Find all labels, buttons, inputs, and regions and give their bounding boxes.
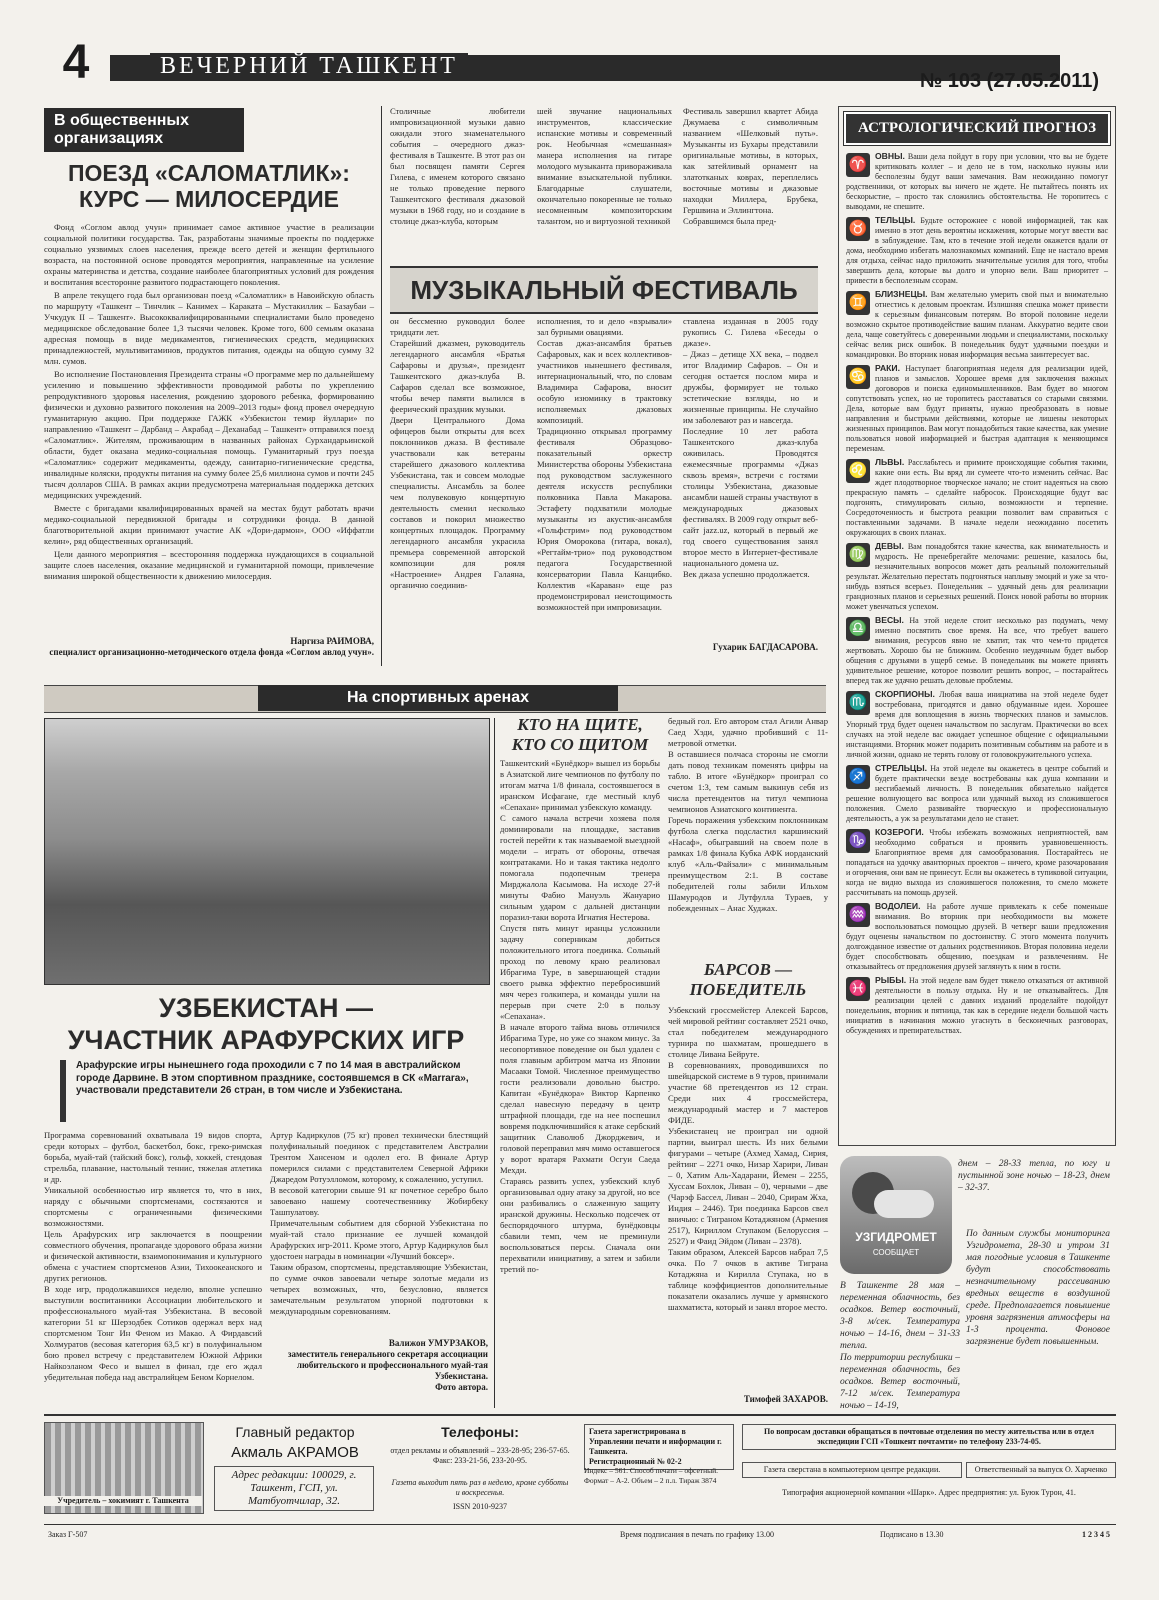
article2-col3: ставлена изданная в 2005 году рукопись С. Гилева «Беседы о джазе». – Джаз – детище XX века, – подвел итог Владимир Сафаров. – Он и сегодня остается послом мира и дружбы, формирует не только эстетические взгляды, но и жизненные принципы. Не случайно им заболевают раз и навсегда. Последние 10 лет работа Ташкентского джаз-клуба оживилась. Проводятся ежемесячные программы «Джаз сквозь время», встречи с гостями столицы Узбекистана, джазовые ансамбли нашей страны участвуют в международных джазовых фестивалях. В 2009 году открыт веб-сайт jazz.uz, который в первый же год своего существования занял второе место в Интернет-фестивале национального домена uz. Век джаза успешно продолжается. [683,316,819,579]
astro-sign [846,975,1108,1036]
article2-headline: МУЗЫКАЛЬНЫЙ ФЕСТИВАЛЬ [390,266,818,314]
paper-name: ВЕЧЕРНИЙ ТАШКЕНТ [150,53,468,80]
page-number: 4 [62,36,90,89]
weather-badge [840,1156,952,1274]
aries-icon: ♈ [846,153,870,177]
editor-label: Главный редактор [235,1424,355,1440]
column-divider [381,106,382,666]
signing-time: Время подписания в печать по графику 13.00 [620,1530,775,1539]
cloud-icon [874,1190,934,1218]
sports-author-position: заместитель генерального секретаря ассоциации любительского и профессионального муай-тая Узбекистана. [287,1349,488,1381]
footer-bottom-rule [44,1524,1116,1525]
astro-sign-text: На работе лучше привлекать к себе поменьше внимания. Во вторник при необходимости вы можете воспользоваться помощью друзей. В четверг ваши предложения будут оценены начальством по достоинству. С этого момента получить долгожданное известие от дальних родственников. Вторая половина недели будет способствовать общению, поездкам и развлечениям. Не отказывайтесь от предложения друзей заглянуть к ним в гости. [846,902,1108,971]
libra-icon: ♎ [846,617,870,641]
article1-headline-line2: КУРС — МИЛОСЕРДИЕ [79,186,339,212]
article1-headline-line1: ПОЕЗД «САЛОМАТЛИК»: [68,160,350,186]
rubric-public-orgs: В общественных организациях [44,108,244,152]
phones: отдел рекламы и объявлений – 233-28-95; 236-57-65. Факс: 233-21-56, 233-20-95. [390,1446,570,1465]
chess-author: Тимофей ЗАХАРОВ. [743,1394,828,1404]
astro-sign-text: Чтобы избежать возможных неприятностей, вам необходимо собраться и проявить уравновешенность. Благоприятное время для самообразования. Постарайтесь не попадаться на удочку авантюрных проектов – ничего, кроме разочарования и огорчения, они вам не принесут. Если вы окажетесь в тупиковой ситуации, когда не видно выхода из сложившегося положения, то смело можете рассчитывать на помощь друзей. [846,828,1108,897]
chess-headline-line1: БАРСОВ — [703,960,793,979]
astro-list [846,148,1108,1140]
astro-sign-text: На этой неделе вам будет тяжело отказаться от активной деятельности в пользу отдыха. Ну и не отказывайтесь. Для реализации целей с давних изданий проделайте подойдут понедельник, вторник и пятница, так как в середине недели большой часть инициатив в начинания можно угаснуть в бесконечных разговорах, обсуждениях и препирательствах. [846,976,1108,1035]
astro-sign-text: Вам желательно умерить свой пыл и внимательно отнестись к деловым проектам. Излишняя спешка может привести к серьезным финансовым потерям. Во второй половине недели возможно скрытое противодействие вашим планам. Аккуратно ведите свои дела, чаще советуйтесь с доверенными людьми и специалистами, поскольку сейчас велик риск ошибок. В понедельник будут удачными поездки и командировки. Во вторник новая информация весьма заинтересует вас. [846,290,1109,359]
astro-sign [846,763,1108,824]
chess-headline [668,960,828,1000]
astro-sign-name: СТРЕЛЬЦЫ. [875,763,927,773]
astro-sign [846,289,1108,360]
sports-headline [44,992,488,1056]
article2-top-col3: Фестиваль завершил квартет Абида Джумаева с символичным названием «Шелковый путь». Музыканты из Бухары представили оригинальные мотивы, в которых, как затейливый орнамент на златотканых коврах, переплелись восточные мотивы и джазовые находки Миллера, Брубека, Гершвина и Эллингтона. Собравшимся была пред- [683,106,818,226]
article2-top-col2: шей звучание национальных инструментов, классические испанские мотивы и современный рок. Необычная «смешанная» манера исполнения на гитаре молодого музыканта привораживала внимание взыскательной публики. Благодарные слушатели, окончательно покоренные не только несомненным композиторским талантом, но и виртуозной техникой [537,106,672,226]
astro-sign-text: Любая ваша инициатива на этой неделе будет востребована, пригодятся и давно обдуманные идеи. Хорошее время для воплощения в жизнь творческих планов и замыслов. Упорный труд будет оценен начальством по заслугам. Практически во всех случаях на этой неделе вас ожидает успешное общение с официальными инстанциями. Вторник может подарить позитивным событиям на работе и в личной жизни, однако не терять голову от головокружительного успеха. [846,690,1109,759]
aquarius-icon: ♒ [846,903,870,927]
printer-info: Типография акционерной компании «Шарк». Адрес предприятия: ул. Буюк Турон, 41. [782,1488,1076,1497]
registration-number: Регистрационный № 02-2 [589,1457,682,1466]
astro-title: АСТРОЛОГИЧЕСКИЙ ПРОГНОЗ [844,112,1110,145]
sports-headline-line1: УЗБЕКИСТАН — [158,993,374,1023]
chess-headline-line2: ПОБЕДИТЕЛЬ [689,980,807,999]
article1-headline [44,160,374,212]
sports-col1: Программа соревнований охватывала 19 видов спорта, среди которых – футбол, баскетбол, бокс, греко-римская борьба, муай-тай (тайский бокс), гольф, хоккей, стендовая стрельба, плавание, настольный теннис, тяжелая атлетика и др. Уникальной особенностью игр является то, что в них, наряду с обычными спортсменами, состязаются и спортсмены с ограниченными физическими возможностями. Цель Арафурских игр заключается в поощрении совместного обучения, пропаганде здорового образа жизни и физической активности, взаимопонимания и культурного обмена с участием спортсменов Азии, Тихоокеанского и других регионов. В ходе игр, продолжавшихся неделю, вполне успешно выступили воспитанники Ассоциации любительского и профессионального муай-тая Узбекистана. В весовой категории 51 кг Шерзодбек Сотиков одержал верх над спортсменом Тонг Ин Феном из Макао. А Фирдавсий Холмуратов (весовая категория 63,5 кг) в полуфинальном бою провел встречу с представителем Южной Африки Найкоэланом Фесо и вышел в финал, где его ждал убедительная победа над австралийцем Беном Корнелом. [44,1130,262,1382]
cancer-icon: ♋ [846,365,870,389]
astro-sign [846,615,1108,686]
registration-info [584,1424,734,1470]
editorial-address: Адрес редакции: 100029, г. Ташкент, ГСП, ул. Матбуотчилар, 32. [214,1466,374,1511]
astro-sign-name: СКОРПИОНЫ. [875,689,935,699]
order-number: Заказ Г-507 [48,1530,88,1539]
astro-sign-text: Вам понадобятся такие качества, как внимательность и мудрость. Не пренебрегайте мелочами: решение, казалось бы, незначительных вопросов может дать реальный положительный результат. Желательно перестать подгоняться наплыву эмоций и уже за что-нибудь взяться всерьез. Понедельник – удачный день для реализации грандиозных планов и серьезных решений. Поиск новой работы во вторник может увенчаться успехом. [846,542,1108,611]
issn: ISSN 2010-9237 [452,1502,507,1511]
rubric-sports: На спортивных аренах [258,685,618,711]
astro-sign-name: ЛЬВЫ. [875,457,905,467]
football-headline-line2: КТО СО ЩИТОМ [511,735,649,754]
print-index: Индекс – 561. Способ печати – офсетный. Формат – А-2. Объем – 2 п.л. Тираж 3874 [584,1466,719,1485]
astro-sign-text: Наступает благоприятная неделя для реализации идей, планов и замыслов. Хорошее время для заключения важных договоров и поиска единомышленников. Вам будет во многом сопутствовать успех, но не торопитесь расставаться со старыми связями. Дела, которые вам будут приняты, нужно преобразовать в новые направления и быстрыми действиями, которые не лишены некоторых жизненных принципов. Вам могут понадобиться такие качества, как умение пользоваться новой информацией и быстрая адаптация к меняющимся переменам. [846,364,1109,453]
weather-badge-title: УЗГИДРОМЕТ [855,1230,937,1244]
astro-sign-name: КОЗЕРОГИ. [875,827,924,837]
chess-body: Узбекский гроссмейстер Алексей Барсов, чей мировой рейтинг составляет 2521 очко, стал победителем международного турнира по шахматам, прошедшего в столице Ливана Бейруте. В соревнованиях, проводившихся по швейцарской системе в 9 туров, принимали участие 68 претендентов из 12 стран. Среди них 4 гроссмейстера, международный мастер и 7 мастеров ФИДЕ. Узбекистанец не проиграл ни одной партии, выиграл шесть. Из них белыми фигурами – четыре (Ахмед Хамад, Сирия, рейтинг – 2271 очко, Низар Харири, Ливан – 0, Хатим Аль-Хадарани, Йемен – 2255, Хуссам Бохлок, Ливан – 0), черными – две (Чарэф Бассел, Ливан – 2040, Срирам Жха, Индия – 2446). Три поединка Барсов свел вничью: с Тиграном Котаджяном (Армения 2517), Кириллом Ступаком (Белоруссия – 2527) и Фаид Эйдом (Ливан – 2378). Таким образом, Алексей Барсов набрал 7,5 очка. По 7 очков в активе Тиграна Котаджяна и Кирилла Ступака, но в таблице коэффициентов дополнительные показатели оказались лучше у армянского шахматиста, который и занял второе место. [668,1005,828,1312]
sports-col2: Артур Кадиркулов (75 кг) провел технически блестящий полуфинальный поединок с представителем Австралии Трентом Хансеном и одолел его. В финале Артур померился силами с представителем Северной Африки Джаредом Ротуэлломом, которому, к сожалению, уступил. В весовой категории свыше 91 кг почетное серебро было завоевано нашему соотечественнику Жобирбеку Ташпулатову. Примечательным событием для сборной Узбекистана по муай-тай стало признание ее лучшей командой Арафурских игр-2011. Кроме этого, Артур Кадиркулов был удостоен награды в номинации «Лучший боксер». Таким образом, спортсмены, представляющие Узбекистан, по сумме очков завоевали четыре золотые медали из четырех возможных, что, безусловно, является замечательным результатом упорной подготовки к международным соревнованиям. [270,1130,488,1316]
virgo-icon: ♍ [846,543,870,567]
football-headline [500,715,660,755]
astro-sign-text: Будьте осторожнее с новой информацией, так как именно в этот день вероятны искажения, которые могут ввести вас в заблуждение. Там, кто в течение этой недели окажется вдали от дома, необходимо избегать малознакомых компаний. Еще не настало время для отдыха, сейчас надо приложить значительные усилия для того, чтобы завершить дела, которые вы долго и упорно вели. Ваш приоритет – привести в бесполезным ссорам. [846,216,1108,285]
responsible-editor: Ответственный за выпуск О. Харченко [966,1462,1116,1478]
sports-author: Валижон УМУРЗАКОВ, [388,1338,488,1348]
sports-lead: Арафурские игры нынешнего года проходили с 7 по 14 мая в австралийском городе Дарвине. В этом спортивном празднике, состоявшемся в СК «Marrara», участвовали представители 26 стран, в том числе и Узбекистана. [60,1060,488,1122]
sports-headline-line2: УЧАСТНИК АРАФУРСКИХ ИГР [67,1025,465,1055]
astro-sign-name: ВЕСЫ. [875,615,904,625]
founder: Учредитель – хокимият г. Ташкента [44,1496,202,1506]
astro-sign [846,457,1108,538]
astro-sign [846,363,1108,454]
astro-sign-name: БЛИЗНЕЦЫ. [875,289,928,299]
gemini-icon: ♊ [846,291,870,315]
sagittarius-icon: ♐ [846,765,870,789]
signed-at: Подписано в 13.30 [880,1530,944,1539]
astro-sign [846,215,1108,286]
astro-sign-text: На этой неделе вы окажетесь в центре событий и будете практически везде востребованы как душа компании и несгибаемый личность. В понедельник обязательно найдется решение волнующего вас вопроса или удачный выход из сложившегося положения. Смело развивайте творческую и профессиональную деятельность, а уж за результатами дело не станет. [846,764,1109,823]
article2-col1: он бессменно руководил более тридцати лет. Старейший джазмен, руководитель легендарного ансамбля «Братья Сафаровы и друзья», президент Ташкентского джаз-клуба В. Сафаров сделал все возможное, чтобы вечер памяти вылился в феерический праздник музыки. Двери Центрального Дома офицеров были открыты для всех поклонников джаза. В фестивале участвовали как ветераны старейшего джазового коллектива Узбекистана, так и совсем молодые специалисты. Ансамбль за более чем полувековую концертную деятельность сменил несколько составов и покорил множество концертных площадок. Программу легендарного ансамбля украсила премьера современной авторской композиции для рояля «Настроение» Андрея Галаяна, органично соединив- [390,316,525,590]
astro-sign-name: ДЕВЫ. [875,541,904,551]
publication-schedule: Газета выходит пять раз в неделю, кроме субботы и воскресенья. [391,1478,569,1497]
astro-sign-text: На этой неделе стоит несколько раз подумать, чему именно посвятить свое время. На все, что требует вашего внимания, ресурсов явно не хватит, так что чем-то придется жертвовать. Хорошо бы не ближним. Особенно неудачным будет выбор общения с друзьями в ущерб семье. В понедельник вы можете принять удивительное решение, которое позволит решить вопрос, – постарайтесь вперед так же удачно решать деловые проблемы. [846,616,1109,685]
astro-sign-text: Расслабьтесь и примите происходящие события такими, какие они есть. Вы вряд ли сумеете что-то изменить сейчас. Вас ждет плодотворное творческое начало; не стоит надеяться на свою прекрасную память – сделайте набросок. Происходящие будут вас подгонять, стимулировать сильно, возможности и терпение. Сосредоточенность и быстрота реакции позволит вам справиться с поставленными задачами. В начале недели неожиданно посетить окружающих в своих планах. [846,458,1109,537]
astro-sign-name: РАКИ. [875,363,900,373]
article1-signature [44,636,374,658]
astro-sign [846,689,1108,760]
sports-signature [270,1338,488,1393]
weather-text-col2: По данным службы мониторинга Узгидромета, 28-30 и утром 31 мая погодные условия в Ташкенте будут способствовать незначительному рассеиванию вредных веществ в воздушной среде. Предполагается повышение уровня загрязнения атмосферы на 1-3 процента. Фоновое загрязнение будет повышенным. [966,1229,1110,1347]
article2-author: Гухарик БАГДАСАРОВА. [712,642,818,652]
astro-sign-text: Ваши дела пойдут в гору при условии, что вы не будете критиковать коллег – и дело не в том, насколько нужны или бесполезны будут ваши замечания. Вам неожиданно помогут родственники, от которых вы ничего не ждете. Не пытайтесь понять их бескорыстие, – просто так сложились обстоятельства. Не торопитесь с выводами, не спешите. [846,152,1108,211]
football-headline-line1: КТО НА ЩИТЕ, [517,715,643,734]
article2-top-col1: Столичные любители импровизационной музыки давно ожидали этого знаменательного события – очередного джаз-фестиваля в Ташкенте. В этот раз он был посвящен памяти Сергея Гилева, с именем которого связано не только проведение первого Ташкентского фестиваля джазовой музыки в 1968 году, но и создание в столице джаз-клуба, которым [390,106,525,226]
weather-text-right: днем – 28-33 тепла, по югу и пустынной зоне ночью – 18-23, днем – 32-37. [958,1159,1110,1193]
editor-name: Акмаль АКРАМОВ [231,1444,359,1461]
astro-sign-name: ТЕЛЬЦЫ. [875,215,916,225]
football-col1: Ташкентский «Бунёдкор» вышел из борьбы в Азиатской лиге чемпионов по футболу по итогам матча 1/8 финала, состоявшегося в иранском Исфагане, где местный клуб «Сепахан» принимал узбекскую команду. С самого начала встречи хозяева поля доминировали на площадке, заставив гостей перейти к так называемой выездной модели – играть от обороны, отвечая контратаками. Но и такая тактика недолго помогала подопечным тренера Мирджалола Касымова. На исходе 27-й минуты Фабио Мануэль Жануарио сильным ударом с дальней дистанции поразил-таки ворота Игнатия Нестерова. Спустя пять минут иранцы усложнили задачу соперникам добиться положительного итога поединка. Сольный проход по левому краю реализовал Ибрагима Туре, в завершающей стадии своего рывка эффектно перебросивший мяч через голкипера, и команды ушли на перерыв при счете 2:0 в пользу «Сепахана». В начале второго тайма вновь отличился Ибрагима Туре, но уже со знаком минус. За несопортивное поведение он был удален с поля главным арбитром матча из Японии Масааки Томой. Численное преимущество гости реализовали довольно быстро. Капитан «Бунёдкора» Виктор Карпенко сделал навесную передачу в центр штрафной площади, где на нее поспешил вовремя подключившийся к атаке сербский защитник Славолюб Джорджевич, и головой переправил мяч мимо оставшегося у ворот вратаря Рахмати Осгуи Саеда Мехди. Стараясь развить успех, узбекский клуб организовывал одну атаку за другой, но все они разбивались о слаженную защиту иранской дружины. Несколько подсечек от беспорядочного штурма, бунёдковцы сбавили темп, чем не преминули воспользоваться персы. Сначала они перехватили инициативу, а затем и забили третий по- [500,758,660,1274]
leo-icon: ♌ [846,459,870,483]
delivery-info: По вопросам доставки обращаться в почтовые отделения по месту жительства или в отдел экспедиции ГСП «Тошкент почтамти» по телефону 233-74-05. [742,1424,1116,1450]
article1-author-position: специалист организационно-методического отдела фонда «Соглом авлод учун». [49,647,374,657]
article1-author: Наргиза РАИМОВА, [290,636,374,646]
article1-body [44,222,374,617]
footer-rule [44,1414,1116,1416]
sports-team-photo [44,718,490,985]
capricorn-icon: ♑ [846,829,870,853]
article1-paragraph: Во исполнение Постановления Президента страны «О программе мер по дальнейшему усилению и повышению эффективности проводимой работы по укреплению репродуктивного здоровья населения, рождению здорового ребенка, формированию физически и духовно развитого поколения на 2009–2013 годы» фонд провел очередную гуманитарную акцию. При поддержке ГАЖК «Узбекистон темир йуллари» по направлению «Ташкент – Дарбанд – Акрабад – Деханабад – Ташкент» отправился поезд «Саломатлик». Жителям, проживающим в названных районах Сурхандарьинской области, будет оказана медико-социальная помощь. Гуманитарный груз поезда «Саломатлик» содержит медикаменты, одежду, санитарно-гигиенические средства, инвалидные коляски, продукты питания на сумму более 25,6 миллиона сумов и почти 245 тысяч долларов США. В рамках акции предусмотрена материальная поддержка детских медицинских учреждений. [44,369,374,500]
scorpio-icon: ♏ [846,691,870,715]
typeset-info: Газета сверстана в компьютерном центре редакции. [742,1462,962,1478]
astro-sign-name: РЫБЫ. [875,975,907,985]
weather-text-left: В Ташкенте 28 мая – переменная облачность, без осадков. Ветер восточный, 3-8 м/сек. Температура ночью – 14-16, днем – 31-33 тепла. По территории республики – переменная облачность, без осадков. Ветер восточный, 7-12 м/сек. Температура ночью – 14-19, [840,1281,960,1411]
article1-paragraph: Фонд «Соглом авлод учун» принимает самое активное участие в реализации социальной политики государства. Так, разработаны значимые проекты по поддержке социально уязвимых слоев населения, прежде всего детей и женщин фертильного возраста, на постоянной основе проводятся мероприятия, направленные на усиление охраны материнства и детства, создание наиболее благоприятных условий для рождения и воспитания всесторонне развитого подрастающего поколения. [44,222,374,287]
weather-badge-sub: СООБЩАЕТ [872,1248,920,1257]
registration-text: Газета зарегистрирована в Управлении печати и информации г. Ташкента. [589,1427,722,1456]
pisces-icon: ♓ [846,977,870,1001]
astro-sign-name: ВОДОЛЕИ. [875,901,921,911]
astro-sign [846,151,1108,212]
phones-title: Телефоны: [441,1424,519,1440]
column-divider [494,718,495,1408]
football-col2: бедный гол. Его автором стал Агили Анвар Саед Хэди, удачно пробивший с 11-метровой отметки. В оставшиеся полчаса стороны не смогли дать повод техникам поменять цифры на табло. В итоге «Бунёдкор» проиграл со счетом 1:3, тем самым выкинув себя из числа претендентов на титул чемпиона чемпионов Азиатского континента. Горечь поражения узбекским поклонникам футбола слегка подсластил каршинский «Насаф», обыгравший на своем поле в рамках 1/8 финала Кубка АФК иорданский клуб «Аль-Файзали» с минимальным преимуществом 2:1. В составе победителей голы забили Ильхом Шамуродов и Лутфулла Тураев, у побежденных – Анас Худжах. [668,716,828,913]
astro-sign [846,827,1108,898]
article1-paragraph: Вместе с бригадами квалифицированных врачей на местах будут работать врачи медико-социальной передвижной бригады и сотрудники фонда. В данной благотворительной акции принимают участие АК «Дори-дармон», ООО «Иффатли келин», ряд общественных организаций. [44,503,374,546]
article1-paragraph: Цели данного мероприятия – всесторонняя поддержка нуждающихся в социальной защите слоев населения, оказание медицинской и гуманитарной помощи, привлечение внимания широкой общественности к движению милосердия. [44,549,374,581]
astro-sign-name: ОВНЫ. [875,151,905,161]
page-markers: 1 2 3 4 5 [1082,1530,1110,1539]
taurus-icon: ♉ [846,217,870,241]
issue-number: № 103 (27.05.2011) [919,70,1099,92]
astro-sign [846,541,1108,612]
article1-paragraph: В апреле текущего года был организован поезд «Саломатлик» в Навоийскую область по маршруту «Ташкент – Тинчлик – Канимех – Караката – Мустакиллик – Базаубаи – Учкудук II – Ташкент». Высококвалифицированными специалистами было проведено медицинское обследование более 1,3 тысячи человек. Кроме того, 600 семьям оказана адресная помощь в виде медикаментов, гигиенических средств, медицинских принадлежностей, мультивитаминов, продуктов питания, одежды на общую сумму 32 млн. сумов. [44,290,374,366]
article2-col2: исполнения, то и дело «взрывали» зал бурными овациями. Состав джаз-ансамбля братьев Сафаровых, как и всех коллективов-участников нынешнего фестиваля, интернациональный, что, по словам Владимира Сафарова, вносит особую изюминку в трактовку исполняемых джазовых композиций. Традиционно открывал программу фестиваля Образцово-показательный оркестр Министерства обороны Узбекистана под руководством заслуженного деятеля искусств республики полковника Павла Макарова. Эстафету подхватили молодые музыканты из акустик-ансамбля «Гольфстрим» под руководством Юрия Оморокова (гитара, вокал), «Регтайм-трио» под руководством педагога Государственной консерватории Павла Канцибко. Коллектив «Караван» еще раз продемонстрировал неистощимость возможностей при импровизации. [537,316,672,612]
astro-sign [846,901,1108,972]
sports-photo-credit: Фото автора. [435,1382,488,1392]
